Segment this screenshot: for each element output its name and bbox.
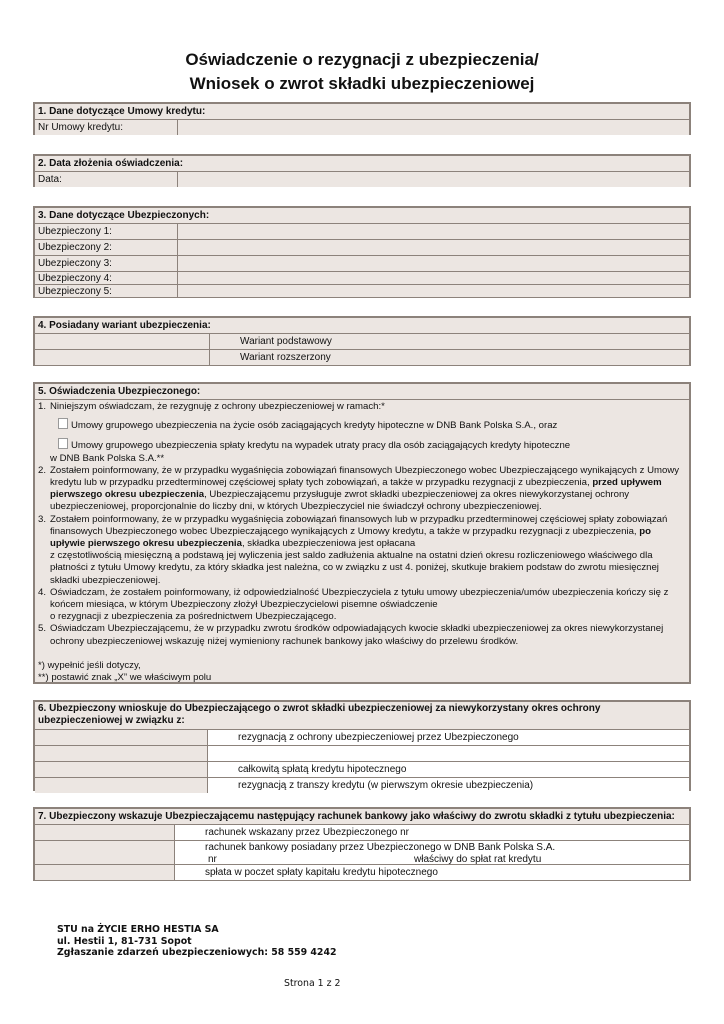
- option-dnb-account: [175, 841, 689, 864]
- footnote-2: **) postawić znak „X” we właściwym polu: [38, 672, 212, 684]
- item-number: 4.: [38, 586, 47, 598]
- insurer-info: [57, 924, 337, 959]
- section-declarations: [33, 382, 691, 684]
- page-number: Strona 1 z 2: [284, 978, 341, 989]
- option-label: spłata w poczet spłaty kapitału kredytu hipotecznego: [175, 865, 689, 880]
- reason-tranche-checkbox[interactable]: [35, 778, 208, 793]
- variant-basic-checkbox[interactable]: [35, 334, 210, 349]
- text: , Ubezpieczającemu przysługuje zwrot składki ubezpieczeniowej za okres niewykorzystanej ochrony ubezpieczeniowej, proporcjonalnie do liczby dni, w których Ubezpieczyciel nie świadczył ochrony ubezpieczeniowej.: [50, 489, 630, 513]
- field-label: Ubezpieczony 3:: [35, 256, 178, 271]
- declaration-1: Niniejszym oświadczam, że rezygnuję z ochrony ubezpieczeniowej w ramach:*: [50, 401, 385, 412]
- section-refund-reason: [33, 700, 691, 791]
- field-label: Data:: [35, 172, 178, 187]
- section-header: 2. Data złożenia oświadczenia:: [38, 158, 184, 169]
- date-field[interactable]: [178, 172, 689, 187]
- option-label: Wariant rozszerzony: [210, 350, 689, 365]
- reason-resignation-checkbox[interactable]: [35, 730, 208, 745]
- item-number: 1.: [38, 401, 47, 412]
- item-number: 2.: [38, 464, 47, 476]
- option-life-insurance: Umowy grupowego ubezpieczenia na życie osób zaciągających kredyty hipoteczne w DNB Bank Polska S.A., oraz: [71, 420, 558, 432]
- option-label: [208, 746, 689, 761]
- variant-extended-checkbox[interactable]: [35, 350, 210, 365]
- text: Oświadczam, że zostałem poinformowany, iż odpowiedzialność Ubezpieczyciela z tytułu umowy ubezpieczenia/umów ubezpieczenia kończy się z końcem miesiąca, w którym Ubezpieczony złożył Ubezpieczycielowi pisemne oświadczenie: [50, 586, 669, 611]
- insured-1-field[interactable]: [178, 224, 689, 239]
- declaration-4: [50, 587, 686, 624]
- text: z częstotliwością miesięczną a podstawą jej wyliczenia jest saldo zadłużenia aktualne na ostatni dzień okresu rozliczeniowego właściwego dla płatności z tytułu Umowy kredytu, za który składka jest należna, co w związku z ust 4. poniżej, skutkuje brakiem podstaw do zwrotu miesięcznej składki ubezpieczeniowej.: [50, 550, 659, 586]
- document-title-line2: Wniosek o zwrot składki ubezpieczeniowej: [189, 74, 535, 93]
- section-insured-persons: [33, 206, 691, 298]
- capital-repayment-checkbox[interactable]: [35, 865, 175, 880]
- option-label: właściwy do spłat rat kredytu: [414, 854, 542, 865]
- document-title-line1: Oświadczenie o rezygnacji z ubezpieczenia/: [185, 50, 539, 69]
- insured-5-field[interactable]: [178, 285, 689, 297]
- field-label: Nr Umowy kredytu:: [35, 120, 178, 135]
- insurer-phone: Zgłaszanie zdarzeń ubezpieczeniowych: 58 559 4242: [57, 947, 337, 958]
- option-job-loss-insurance: Umowy grupowego ubezpieczenia spłaty kredytu na wypadek utraty pracy dla osób zaciągających kredyty hipoteczne: [71, 440, 571, 452]
- credit-number-field[interactable]: [178, 120, 689, 135]
- option-label: całkowitą spłatą kredytu hipotecznego: [208, 762, 689, 777]
- option-label: rezygnacją z transzy kredytu (w pierwszym okresie ubezpieczenia): [208, 778, 689, 793]
- section-header: 4. Posiadany wariant ubezpieczenia:: [38, 320, 211, 331]
- reason-full-repayment-checkbox[interactable]: [35, 762, 208, 777]
- section-header: 3. Dane dotyczące Ubezpieczonych:: [38, 210, 210, 221]
- text: , składka ubezpieczeniowa jest opłacana: [241, 538, 416, 550]
- reason-blank-checkbox[interactable]: [35, 746, 208, 761]
- field-label: Ubezpieczony 1:: [35, 224, 178, 239]
- declaration-2: [50, 465, 686, 514]
- option-label: Wariant podstawowy: [210, 334, 689, 349]
- text: Zostałem poinformowany, że w przypadku wygaśnięcia zobowiązań finansowych Ubezpieczonego wobec Ubezpieczającego wynikających z Umowy kredytu lub w przypadku przedterminowej częściowej spłaty tych zobowiązań, a także w przypadku rezygnacji z ubezpieczenia,: [50, 464, 680, 489]
- life-insurance-checkbox[interactable]: [58, 418, 68, 429]
- insurer-address: ul. Hestii 1, 81-731 Sopot: [57, 935, 192, 947]
- section-credit-agreement: [33, 102, 691, 135]
- footnote-1: *) wypełnić jeśli dotyczy,: [38, 659, 141, 671]
- section-header: 7. Ubezpieczony wskazuje Ubezpieczającemu następujący rachunek bankowy jako właściwy do zwrotu składki z tytułu ubezpieczenia:: [38, 811, 675, 822]
- section-insurance-variant: [33, 316, 691, 366]
- insured-3-field[interactable]: [178, 256, 689, 271]
- job-loss-insurance-checkbox[interactable]: [58, 438, 68, 449]
- section-header: 5. Oświadczenia Ubezpieczonego:: [38, 386, 201, 397]
- text: Zostałem poinformowany, że w przypadku wygaśnięcia zobowiązań finansowych lub w przypadku przedterminowej częściowej spłaty zobowiązań finansowych Ubezpieczonego wobec Ubezpieczającego wynikających z Umowy kredytu, a także w przypadku rezygnacji z ubezpieczenia,: [50, 513, 668, 537]
- section-statement-date: [33, 154, 691, 187]
- account-dnb-checkbox[interactable]: [35, 841, 175, 864]
- item-number: 3.: [38, 513, 47, 525]
- field-label: Ubezpieczony 5:: [35, 285, 178, 297]
- option-job-loss-bank: w DNB Bank Polska S.A.**: [50, 452, 165, 464]
- declaration-5: Oświadczam Ubezpieczającemu, że w przypadku zwrotu środków odpowiadających kwocie składki ubezpieczeniowej za okres niewykorzystanej ochrony ubezpieczeniowej wskazuję niżej wymieniony rachunek bankowy jako właściwy do przelewu środków.: [50, 623, 664, 647]
- declarations-body: [35, 399, 689, 685]
- text: o rezygnacji z ubezpieczenia za pośrednictwem Ubezpieczającego.: [50, 611, 337, 623]
- section-header: 1. Dane dotyczące Umowy kredytu:: [38, 106, 206, 117]
- field-label: Ubezpieczony 2:: [35, 240, 178, 255]
- section-bank-account: [33, 807, 691, 881]
- option-label: rachunek wskazany przez Ubezpieczonego nr: [175, 825, 689, 840]
- option-label: rachunek bankowy posiadany przez Ubezpieczonego w DNB Bank Polska S.A.: [205, 842, 556, 853]
- insured-2-field[interactable]: [178, 240, 689, 255]
- section-header: 6. Ubezpieczony wnioskuje do Ubezpieczającego o zwrot składki ubezpieczeniowej za niewykorzystany okres ochrony ubezpieczeniowej w związku z:: [38, 703, 601, 726]
- field-label: Ubezpieczony 4:: [35, 272, 178, 284]
- account-number-label: nr: [208, 854, 217, 865]
- insurer-name: STU na ŻYCIE ERHO HESTIA SA: [57, 924, 219, 935]
- emphasis: przed upływem pierwszego okresu ubezpieczenia: [50, 477, 662, 501]
- declaration-3: [50, 514, 686, 587]
- account-own-checkbox[interactable]: [35, 825, 175, 840]
- option-label: rezygnacją z ochrony ubezpieczeniowej przez Ubezpieczonego: [208, 730, 689, 745]
- item-number: 5.: [38, 623, 47, 635]
- insured-4-field[interactable]: [178, 272, 689, 284]
- emphasis: po upływie pierwszego okresu ubezpieczenia: [50, 525, 651, 550]
